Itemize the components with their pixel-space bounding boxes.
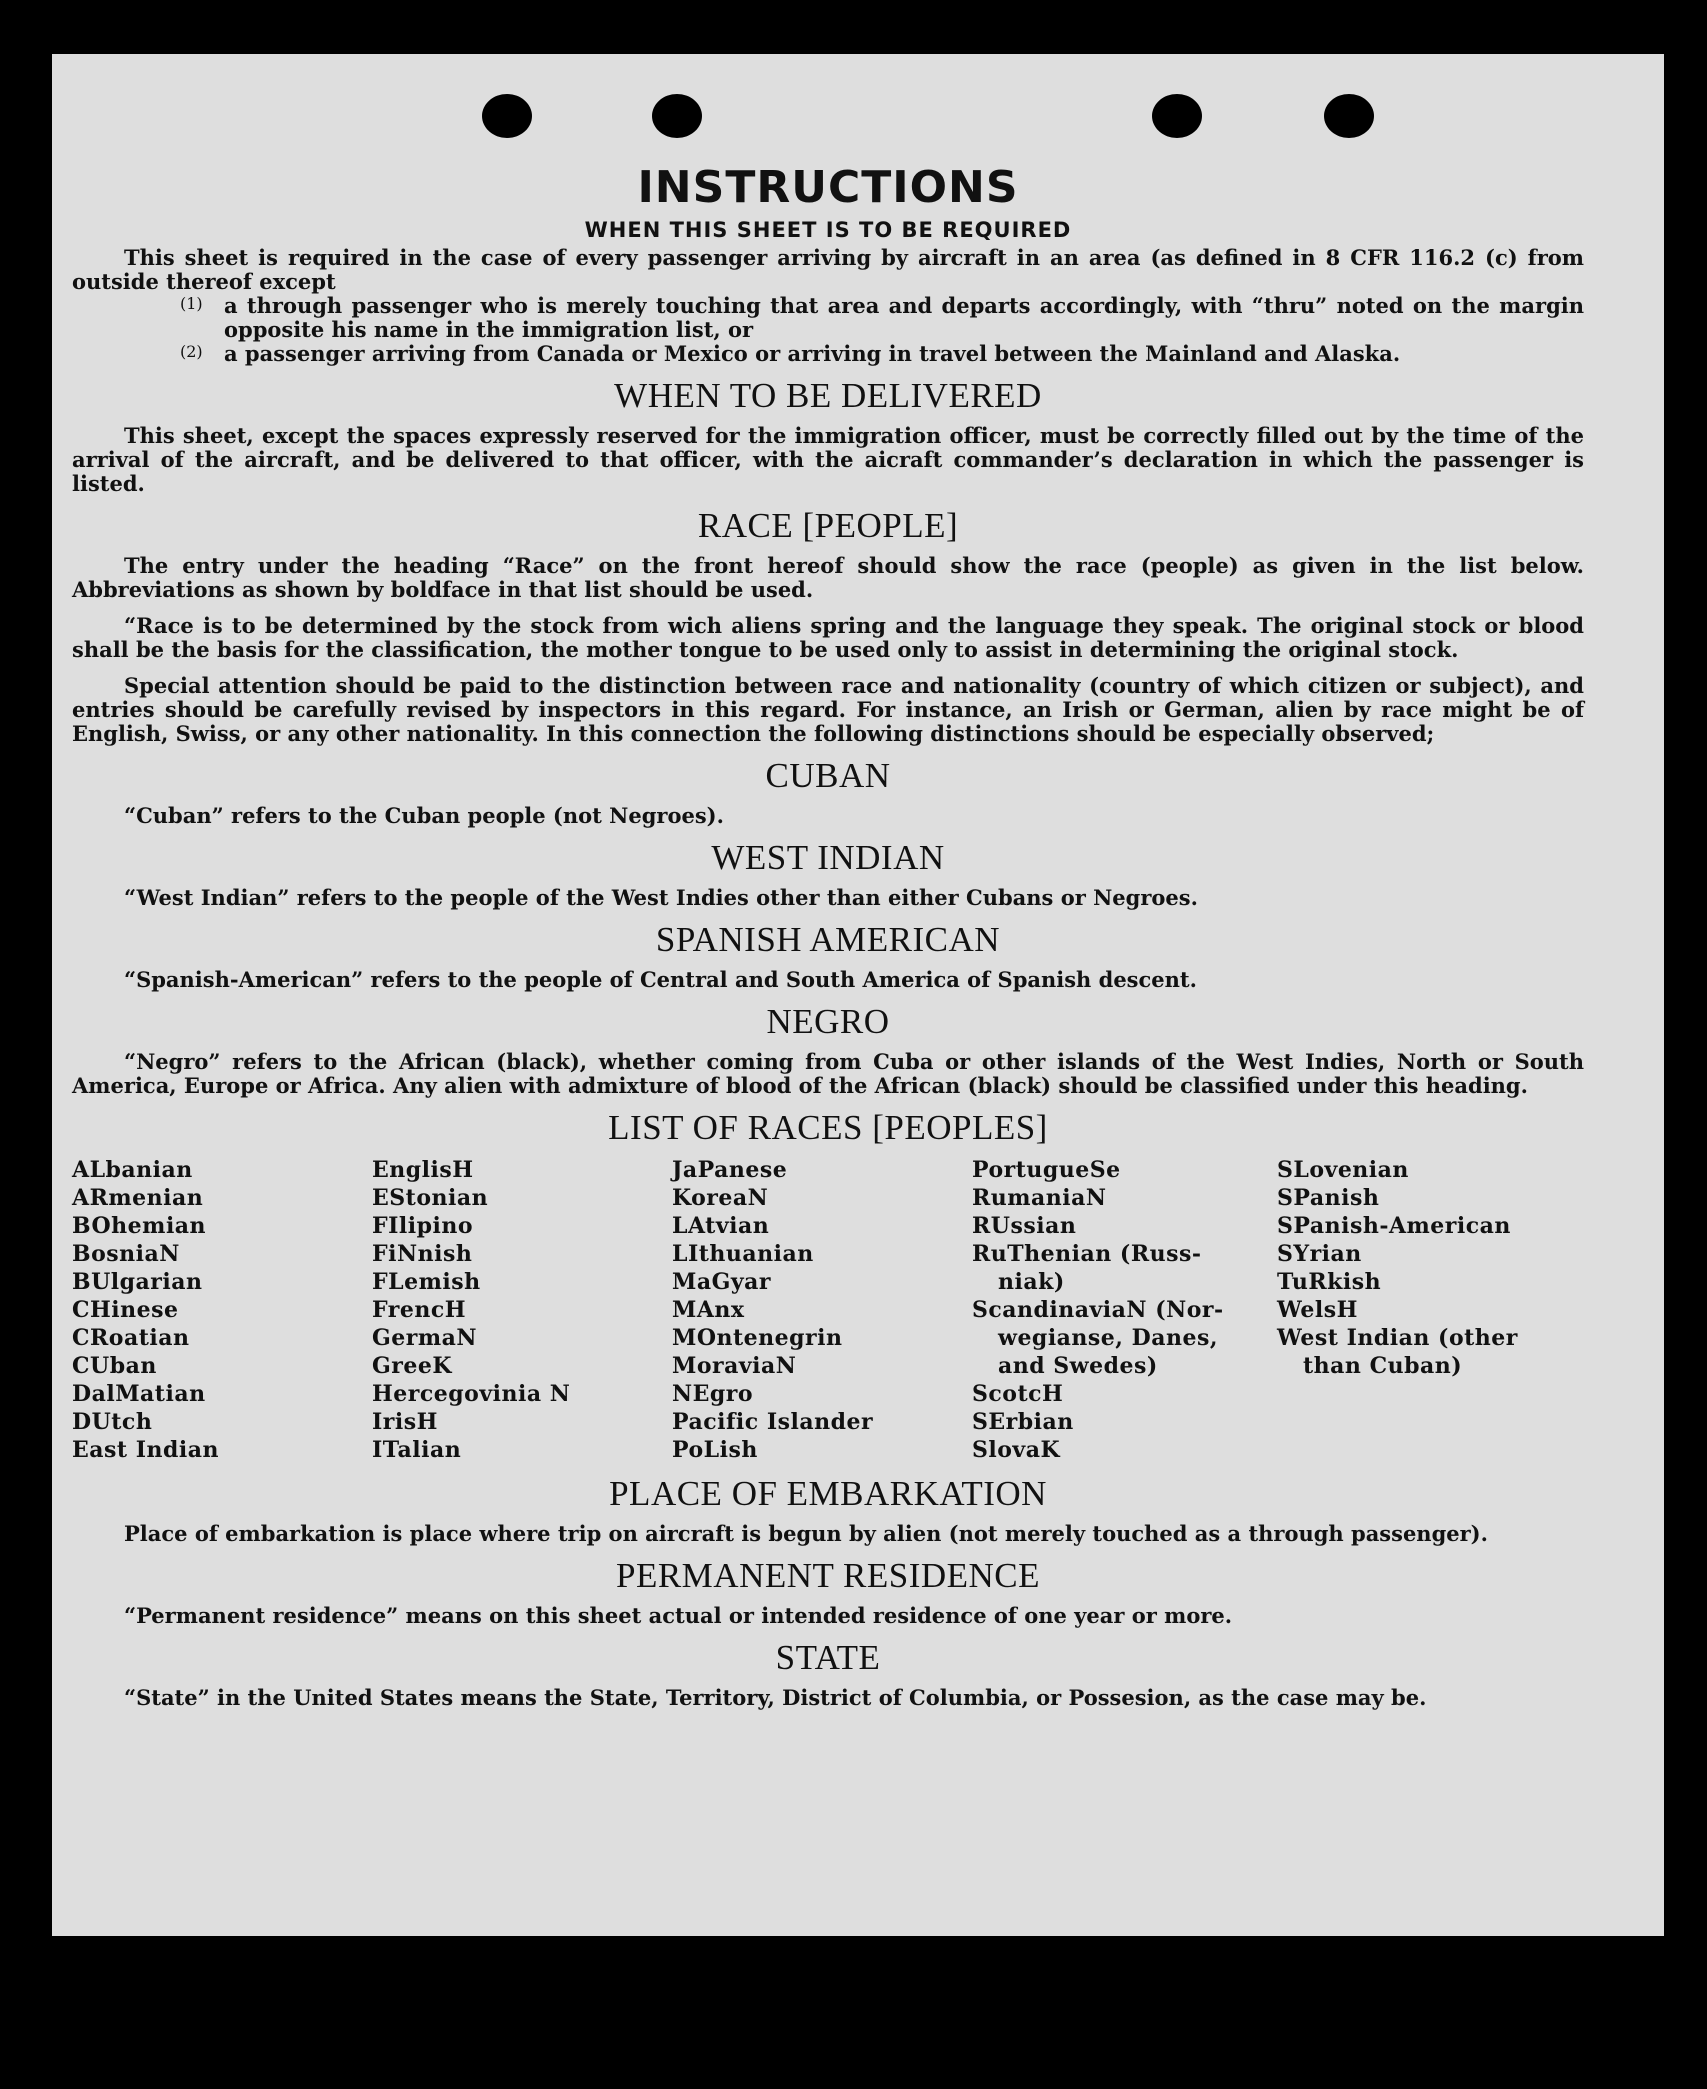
race-item: Pacific Islander (672, 1409, 874, 1435)
race-item: CUban (72, 1353, 157, 1379)
race-item: SPanish-American (1277, 1213, 1511, 1239)
section-heading-delivered: WHEN TO BE DELIVERED (614, 376, 1042, 415)
race-item: RuThenian (Russ- (972, 1241, 1202, 1267)
race-item: LIthuanian (672, 1241, 814, 1267)
race-item: RUssian (972, 1213, 1077, 1239)
race-item: MOntenegrin (672, 1325, 843, 1351)
race-list-column (72, 1156, 372, 1464)
section-heading-race: RACE [PEOPLE] (697, 506, 959, 545)
race-item: East Indian (72, 1437, 220, 1463)
race-item: EStonian (372, 1185, 489, 1211)
race-item: DUtch (72, 1409, 153, 1435)
race-item: BOhemian (72, 1213, 207, 1239)
race-item: WelsH (1277, 1297, 1358, 1323)
race-item: ScandinaviaN (Nor- (972, 1297, 1224, 1323)
instructions-content (72, 108, 1584, 1710)
spanish-american-paragraph: “Spanish-American” refers to the people of Central and South America of Spanish descent. (124, 967, 1197, 992)
race-item: GreeK (372, 1353, 452, 1379)
race-item: RumaniaN (972, 1185, 1107, 1211)
race-item: EnglisH (372, 1157, 474, 1183)
race-list (72, 1156, 1584, 1464)
exception-text: a passenger arriving from Canada or Mexico or arriving in travel between the Mainland and Alaska. (224, 341, 1401, 366)
embarkation-paragraph: Place of embarkation is place where trip on aircraft is begun by alien (not merely touched as a through passenger). (124, 1521, 1488, 1546)
race-item: ALbanian (72, 1157, 193, 1183)
race-item: JaPanese (672, 1157, 788, 1183)
race-item: PoLish (672, 1437, 758, 1463)
race-item: LAtvian (672, 1213, 770, 1239)
section-heading-cuban: CUBAN (765, 756, 891, 795)
race-item: West Indian (other (1277, 1325, 1518, 1351)
race-item: NEgro (672, 1381, 754, 1407)
race-item: MoraviaN (672, 1353, 797, 1379)
race-item: SlovaK (972, 1437, 1061, 1463)
race-item: ARmenian (72, 1185, 204, 1211)
exception-item (180, 294, 1584, 342)
race-item: GermaN (372, 1325, 478, 1351)
page-title: INSTRUCTIONS (637, 162, 1019, 213)
race-item: and Swedes) (998, 1353, 1158, 1379)
race-paragraph-1: The entry under the heading “Race” on the front hereof should show the race (people) as given in the list below. Abbreviations as shown by boldface in that list should be used. (72, 553, 1584, 602)
section-heading-residence: PERMANENT RESIDENCE (615, 1556, 1040, 1595)
residence-paragraph: “Permanent residence” means on this sheet actual or intended residence of one year or more. (124, 1603, 1233, 1628)
section-heading-embarkation: PLACE OF EMBARKATION (609, 1474, 1047, 1513)
exception-number: (2) (180, 342, 203, 361)
exception-number: (1) (180, 294, 203, 313)
race-item: BosniaN (72, 1241, 180, 1267)
race-list-column (672, 1156, 972, 1464)
race-list-column (972, 1156, 1277, 1464)
section-heading-race-list: LIST OF RACES [PEOPLES] (608, 1108, 1048, 1147)
page-subtitle: WHEN THIS SHEET IS TO BE REQUIRED (584, 218, 1072, 242)
race-item: CRoatian (72, 1325, 190, 1351)
race-item: CHinese (72, 1297, 179, 1323)
race-list-column (1277, 1156, 1577, 1464)
race-item: Hercegovinia N (372, 1381, 571, 1407)
race-item: SYrian (1277, 1241, 1362, 1267)
negro-paragraph: “Negro” refers to the African (black), whether coming from Cuba or other islands of the West Indies, North or South America, Europe or Africa. Any alien with admixture of blood of the African (black) should be classified under this heading. (72, 1049, 1584, 1098)
race-item: TuRkish (1277, 1269, 1382, 1295)
section-heading-negro: NEGRO (766, 1002, 890, 1041)
race-item: than Cuban) (1303, 1353, 1463, 1379)
race-paragraph-2: “Race is to be determined by the stock from wich aliens spring and the language they speak. The original stock or blood shall be the basis for the classification, the mother tongue to be used only to assist in determining the original stock. (72, 613, 1584, 662)
section-heading-state: STATE (775, 1638, 881, 1677)
cuban-paragraph: “Cuban” refers to the Cuban people (not Negroes). (124, 803, 724, 828)
race-item: niak) (998, 1269, 1065, 1295)
race-item: FIlipino (372, 1213, 474, 1239)
race-item: ScotcH (972, 1381, 1064, 1407)
intro-paragraph: This sheet is required in the case of every passenger arriving by aircraft in an area (as defined in 8 CFR 116.2 (c) from outside thereof except (72, 245, 1584, 294)
state-paragraph: “State” in the United States means the State, Territory, District of Columbia, or Possesion, as the case may be. (124, 1685, 1427, 1710)
section-heading-spanish-american: SPANISH AMERICAN (655, 920, 1001, 959)
exception-text: a through passenger who is merely touching that area and departs accordingly, with “thru” noted on the margin opposite his name in the immigration list, or (224, 293, 1584, 342)
race-item: DalMatian (72, 1381, 206, 1407)
race-item: MAnx (672, 1297, 745, 1323)
delivered-paragraph: This sheet, except the spaces expressly reserved for the immigration officer, must be correctly filled out by the time of the arrival of the aircraft, and be delivered to that officer, with the aicraft commander’s declaration in which the passenger is listed. (72, 423, 1584, 496)
race-paragraph-3: Special attention should be paid to the distinction between race and nationality (country of which citizen or subject), and entries should be carefully revised by inspectors in this regard. For instance, an Irish or German, alien by race might be of English, Swiss, or any other nationality. In this connection the following distinctions should be especially observed; (72, 673, 1584, 746)
race-item: SErbian (972, 1409, 1074, 1435)
race-item: SLovenian (1277, 1157, 1409, 1183)
exception-item (180, 342, 1584, 366)
race-item: SPanish (1277, 1185, 1380, 1211)
race-item: ITalian (372, 1437, 462, 1463)
race-item: MaGyar (672, 1269, 772, 1295)
race-item: KoreaN (672, 1185, 769, 1211)
section-heading-west-indian: WEST INDIAN (711, 838, 945, 877)
race-list-column (372, 1156, 672, 1464)
race-item: PortugueSe (972, 1157, 1121, 1183)
race-item: FiNnish (372, 1241, 473, 1267)
race-item: FrencH (372, 1297, 466, 1323)
race-item: FLemish (372, 1269, 481, 1295)
west-indian-paragraph: “West Indian” refers to the people of the West Indies other than either Cubans or Negroes. (124, 885, 1198, 910)
race-item: BUlgarian (72, 1269, 203, 1295)
race-item: wegianse, Danes, (998, 1325, 1218, 1351)
race-item: IrisH (372, 1409, 438, 1435)
